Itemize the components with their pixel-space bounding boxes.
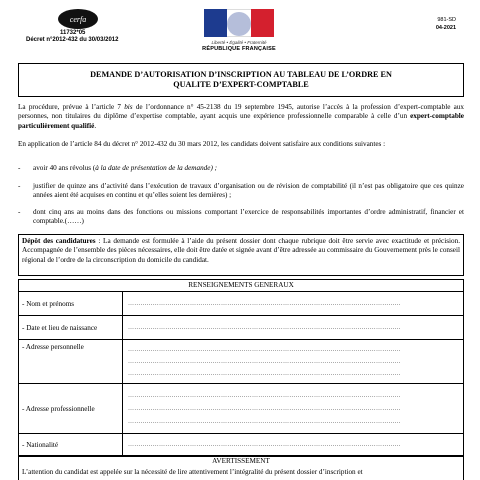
form-date: 04-2021 xyxy=(435,25,456,31)
condition-text: dont cinq ans au moins dans des fonctions ou missions comportant l’exercice de responsabilités importantes d’ordre administratif, financier et comptable.(……) xyxy=(33,208,464,226)
dotted-line: …………………………………………………………………………………………………………………… xyxy=(128,442,401,448)
intro-paragraph-2: En application de l’article 84 du décret n° 2012-432 du 30 mars 2012, les candidats doivent satisfaire aux conditions suivantes : xyxy=(18,140,386,148)
condition-item xyxy=(18,164,464,174)
condition-dash: - xyxy=(18,164,21,172)
field-label-nom: - Nom et prénoms xyxy=(19,292,123,315)
dotted-line: …………………………………………………………………………………………………………………… xyxy=(128,418,401,425)
depot-box xyxy=(18,234,464,276)
condition-text: avoir 40 ans révolus ( xyxy=(33,164,96,172)
table-row xyxy=(19,340,463,384)
title-box xyxy=(18,63,464,97)
intro-p1-bold: expert-comptable particulièrement qualifié xyxy=(18,112,464,130)
condition-dash: - xyxy=(18,182,21,190)
avertissement-heading: AVERTISSEMENT xyxy=(212,457,270,465)
dotted-line: …………………………………………………………………………………………………………………… xyxy=(128,346,401,353)
condition-text: justifier de quinze ans d’activité dans l’exécution de travaux d’organisation ou de révision de comptabilité (il n’est pas obligatoire que ces quinze années aient été acquises en continu et qu’elles soient les dernières) ; xyxy=(33,182,464,200)
table-row xyxy=(19,292,463,316)
field-nationalite[interactable] xyxy=(123,434,463,456)
field-label-adresse-professionnelle: - Adresse professionnelle xyxy=(19,384,123,433)
dotted-line: …………………………………………………………………………………………………………………… xyxy=(128,300,401,307)
depot-text: : La demande est formulée à l’aide du présent dossier dont chaque rubrique doit être servie avec exactitude et précision. Accompagnée de l’ensemble des pièces nécessaires, elle doit être datée et signée avant d’être adressée au commissaire du Gouvernement près le conseil régional de l’ordre de la circonscription du domicile du candidat. xyxy=(22,237,460,264)
intro-paragraph-1 xyxy=(18,103,464,131)
renseignements-heading: RENSEIGNEMENTS GENERAUX xyxy=(19,280,463,292)
field-label-nationalite: - Nationalité xyxy=(19,434,123,456)
dotted-line: …………………………………………………………………………………………………………………… xyxy=(128,324,401,331)
republique-francaise: RÉPUBLIQUE FRANÇAISE xyxy=(202,46,276,52)
field-naissance[interactable] xyxy=(123,316,463,339)
form-code: 981-SD xyxy=(437,17,456,23)
table-row xyxy=(19,384,463,434)
field-label-adresse-personnelle: - Adresse personnelle xyxy=(19,340,123,383)
dotted-line: …………………………………………………………………………………………………………………… xyxy=(128,392,401,399)
condition-item xyxy=(18,182,464,202)
intro-p1-bis: bis xyxy=(124,103,133,111)
field-label-naissance: - Date et lieu de naissance xyxy=(19,316,123,339)
intro-p1-b: de l’ordonnance n° 45-2138 du 19 septembre 1945, autorise l’accès à la profession d’expert-comptable aux personnes, non titulaires du diplôme d’expertise comptable, ayant acquis une expérience professionnelle comparable à celle d’un xyxy=(18,103,464,121)
field-adresse-personnelle[interactable] xyxy=(123,340,463,383)
avertissement-text: L’attention du candidat est appelée sur la nécessité de lire attentivement l’intégralité du présent dossier d’inscription et xyxy=(22,468,363,476)
condition-item xyxy=(18,208,464,228)
dotted-line: …………………………………………………………………………………………………………………… xyxy=(128,405,401,412)
decret-reference: Décret n°2012-432 du 30/03/2012 xyxy=(26,37,119,43)
cerfa-number: 11732*05 xyxy=(60,30,86,36)
avertissement-box xyxy=(18,455,464,480)
table-row xyxy=(19,316,463,340)
depot-label: Dépôt des candidatures xyxy=(22,237,96,245)
dotted-line: …………………………………………………………………………………………………………………… xyxy=(128,370,401,377)
renseignements-table xyxy=(18,279,464,457)
field-nom[interactable] xyxy=(123,292,463,315)
condition-text-italic: à la date de présentation de la demande) ; xyxy=(95,164,218,172)
dotted-line: …………………………………………………………………………………………………………………… xyxy=(128,358,401,365)
intro-p1-end: . xyxy=(94,121,97,130)
page-title: DEMANDE D’AUTORISATION D’INSCRIPTION AU TABLEAU DE L’ORDRE EN QUALITE D’EXPERT-COMPTABLE xyxy=(90,70,392,89)
marianne-logo xyxy=(204,9,274,37)
cerfa-logo xyxy=(58,9,98,29)
field-adresse-professionnelle[interactable] xyxy=(123,384,463,433)
condition-dash: - xyxy=(18,208,21,216)
republic-motto: Liberté • Égalité • Fraternité xyxy=(211,40,267,45)
table-row xyxy=(19,434,463,456)
cerfa-logo-text: cerfa xyxy=(69,14,87,24)
intro-p1-a: La procédure, prévue à l’article 7 xyxy=(18,103,125,111)
